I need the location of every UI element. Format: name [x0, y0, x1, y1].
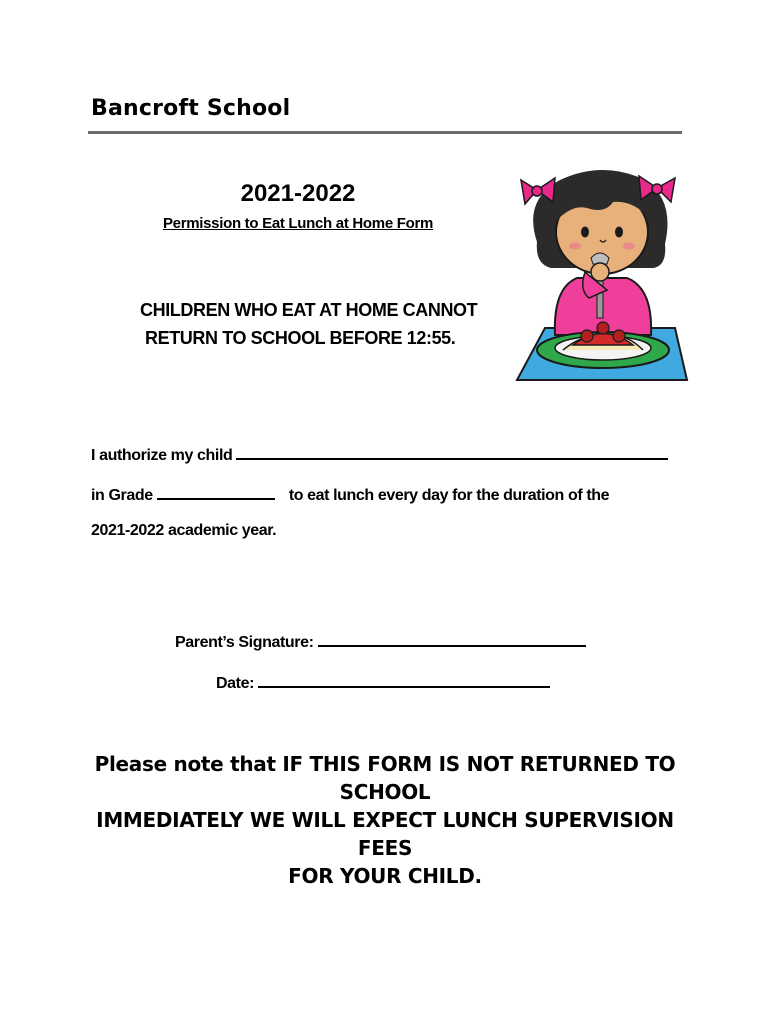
grade-label: in Grade	[91, 487, 153, 504]
girl-eating-clipart-icon	[515, 160, 690, 385]
form-title: Permission to Eat Lunch at Home Form	[162, 215, 434, 232]
fee-notice-line-1: Please note that IF THIS FORM IS NOT RETURNED TO SCHOOL	[94, 752, 676, 804]
school-name: Bancroft School	[91, 96, 291, 121]
academic-year-line: 2021-2022 academic year.	[91, 522, 277, 539]
form-year: 2021-2022	[240, 180, 356, 207]
header-divider	[88, 131, 682, 134]
authorize-label: I authorize my child	[91, 447, 233, 464]
fee-notice-line-2: IMMEDIATELY WE WILL EXPECT LUNCH SUPERVISION FEES	[96, 808, 674, 860]
return-warning	[140, 296, 477, 352]
child-name-field[interactable]	[236, 442, 668, 460]
authorize-line	[91, 442, 668, 465]
signature-label: Parent’s Signature:	[175, 634, 314, 651]
signature-line	[175, 629, 586, 652]
date-line	[216, 670, 550, 693]
warning-line-1: CHILDREN WHO EAT AT HOME CANNOT	[140, 300, 478, 320]
duration-text: to eat lunch every day for the duration of the	[288, 487, 610, 504]
warning-line-2: RETURN TO SCHOOL BEFORE 12:55.	[145, 328, 456, 348]
fee-notice-line-3: FOR YOUR CHILD.	[288, 864, 482, 888]
grade-field[interactable]	[157, 482, 275, 500]
grade-line	[91, 482, 609, 505]
signature-field[interactable]	[318, 629, 586, 647]
date-label: Date:	[216, 675, 255, 692]
date-field[interactable]	[258, 670, 550, 688]
fee-notice	[82, 750, 688, 890]
